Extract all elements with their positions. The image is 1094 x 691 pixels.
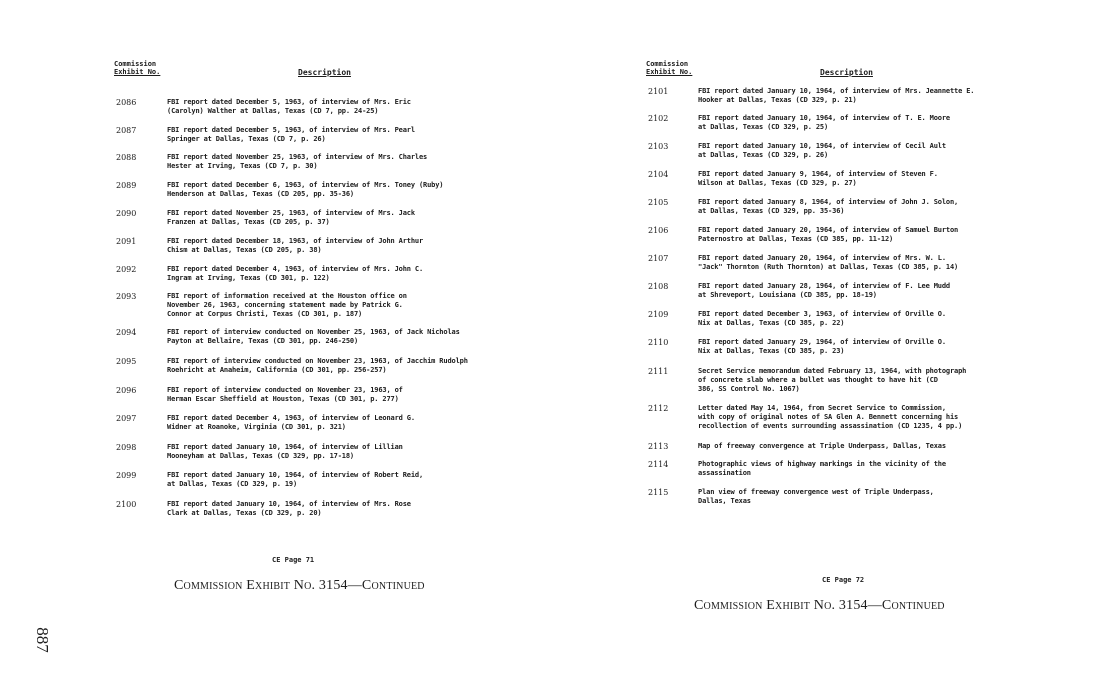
- description-line: Springer at Dallas, Texas (CD 7, p. 26): [167, 135, 326, 143]
- description-line: FBI report dated January 20, 1964, of interview of Samuel Burton: [698, 226, 959, 234]
- header-description: Description: [298, 68, 351, 77]
- description-line: Map of freeway convergence at Triple Underpass, Dallas, Texas: [698, 442, 946, 450]
- description-line: Clark at Dallas, Texas (CD 329, p. 20): [167, 509, 322, 517]
- exhibit-number: 2095: [116, 357, 137, 366]
- exhibit-description: [167, 237, 423, 255]
- description-line: Herman Escar Sheffield at Houston, Texas (CD 301, p. 277): [167, 395, 399, 403]
- description-line: Mooneyham at Dallas, Texas (CD 329, pp. 17-18): [167, 452, 354, 460]
- exhibit-description: [698, 460, 946, 478]
- exhibit-number: 2108: [648, 282, 669, 291]
- exhibit-description: [167, 386, 403, 404]
- description-line: FBI report dated January 28, 1964, of interview of F. Lee Mudd: [698, 282, 950, 290]
- description-line: FBI report dated January 9, 1964, of interview of Steven F.: [698, 170, 938, 178]
- description-line: of concrete slab where a bullet was thought to have hit (CD: [698, 376, 938, 384]
- exhibit-number: 2087: [116, 126, 137, 135]
- description-line: FBI report dated December 6, 1963, of interview of Mrs. Toney (Ruby): [167, 181, 444, 189]
- description-line: FBI report dated January 10, 1964, of interview of Lillian: [167, 443, 403, 451]
- exhibit-number: 2105: [648, 198, 669, 207]
- description-line: FBI report dated January 10, 1964, of interview of T. E. Moore: [698, 114, 950, 122]
- description-line: FBI report dated December 5, 1963, of interview of Mrs. Pearl: [167, 126, 415, 134]
- description-line: Payton at Bellaire, Texas (CD 301, pp. 246-250): [167, 337, 359, 345]
- exhibit-number: 2094: [116, 328, 137, 337]
- description-line: Wilson at Dallas, Texas (CD 329, p. 27): [698, 179, 857, 187]
- header-exhibit-no: Exhibit No.: [114, 68, 161, 76]
- description-line: Paternostro at Dallas, Texas (CD 385, pp. 11-12): [698, 235, 894, 243]
- exhibit-description: [698, 170, 938, 188]
- description-line: FBI report dated January 10, 1964, of interview of Mrs. Jeannette E.: [698, 87, 975, 95]
- exhibit-number: 2097: [116, 414, 137, 423]
- exhibit-description: [698, 282, 950, 300]
- exhibit-description: [698, 142, 946, 160]
- description-line: Connor at Corpus Christi, Texas (CD 301, p. 187): [167, 310, 363, 318]
- description-line: Franzen at Dallas, Texas (CD 205, p. 37): [167, 218, 330, 226]
- ce-page-label: CE Page 72: [822, 576, 865, 584]
- exhibit-description: [698, 226, 958, 244]
- header-exhibit-no: Exhibit No.: [646, 68, 693, 76]
- exhibit-description: [167, 126, 415, 144]
- description-line: Secret Service memorandum dated February 13, 1964, with photograph: [698, 367, 967, 375]
- exhibit-number: 2111: [648, 367, 669, 376]
- description-line: Hooker at Dallas, Texas (CD 329, p. 21): [698, 96, 857, 104]
- exhibit-number: 2088: [116, 153, 137, 162]
- header-commission: Commission: [114, 60, 157, 68]
- description-line: FBI report dated January 29, 1964, of interview of Orville O.: [698, 338, 946, 346]
- exhibit-number: 2101: [648, 87, 669, 96]
- exhibit-description: [698, 198, 958, 216]
- exhibit-description: [167, 153, 427, 171]
- description-line: Roehricht at Anaheim, California (CD 301, pp. 256-257): [167, 366, 387, 374]
- description-line: with copy of original notes of SA Glen A. Bennett concerning his: [698, 413, 959, 421]
- description-line: "Jack" Thornton (Ruth Thornton) at Dallas, Texas (CD 385, p. 14): [698, 263, 959, 271]
- description-line: FBI report dated January 20, 1964, of interview of Mrs. W. L.: [698, 254, 946, 262]
- exhibit-number: 2115: [648, 488, 669, 497]
- exhibit-description: [167, 265, 423, 283]
- description-line: at Dallas, Texas (CD 329, p. 26): [698, 151, 829, 159]
- exhibit-number: 2093: [116, 292, 137, 301]
- exhibit-number: 2098: [116, 443, 137, 452]
- description-line: Ingram at Irving, Texas (CD 301, p. 122): [167, 274, 330, 282]
- description-line: FBI report of interview conducted on November 25, 1963, of Jack Nicholas: [167, 328, 460, 336]
- exhibit-number: 2086: [116, 98, 137, 107]
- exhibit-number: 2090: [116, 209, 137, 218]
- description-line: FBI report dated December 4, 1963, of interview of Leonard G.: [167, 414, 415, 422]
- exhibit-description: [167, 471, 423, 489]
- header-commission: Commission: [646, 60, 689, 68]
- exhibit-number: 2099: [116, 471, 137, 480]
- description-line: (Carolyn) Walther at Dallas, Texas (CD 7, pp. 24-25): [167, 107, 379, 115]
- exhibit-description: [698, 404, 962, 431]
- exhibit-caption: Commission Exhibit No. 3154—Continued: [174, 578, 425, 593]
- exhibit-description: [167, 292, 407, 319]
- exhibit-number: 2110: [648, 338, 669, 347]
- exhibit-description: [698, 114, 950, 132]
- column-header: [646, 60, 1066, 80]
- description-line: FBI report dated December 5, 1963, of interview of Mrs. Eric: [167, 98, 411, 106]
- exhibit-number: 2107: [648, 254, 669, 263]
- exhibit-description: [167, 328, 460, 346]
- exhibit-number: 2096: [116, 386, 137, 395]
- description-line: Dallas, Texas: [698, 497, 751, 505]
- description-line: FBI report of interview conducted on November 23, 1963, of: [167, 386, 403, 394]
- description-line: Letter dated May 14, 1964, from Secret Service to Commission,: [698, 404, 946, 412]
- column-header: [114, 60, 514, 80]
- description-line: FBI report dated January 10, 1964, of interview of Robert Reid,: [167, 471, 424, 479]
- description-line: Henderson at Dallas, Texas (CD 205, pp. 35-36): [167, 190, 354, 198]
- description-line: Hester at Irving, Texas (CD 7, p. 30): [167, 162, 318, 170]
- exhibit-caption: Commission Exhibit No. 3154—Continued: [694, 598, 945, 613]
- exhibit-number: 2091: [116, 237, 137, 246]
- exhibit-description: [698, 87, 974, 105]
- description-line: November 26, 1963, concerning statement made by Patrick G.: [167, 301, 403, 309]
- description-line: FBI report dated January 10, 1964, of interview of Mrs. Rose: [167, 500, 411, 508]
- exhibit-description: [167, 98, 411, 116]
- exhibit-description: [167, 357, 468, 375]
- exhibit-description: [167, 443, 403, 461]
- exhibit-number: 2100: [116, 500, 137, 509]
- description-line: assassination: [698, 469, 751, 477]
- exhibit-description: [698, 442, 946, 451]
- description-line: at Dallas, Texas (CD 329, p. 25): [698, 123, 829, 131]
- description-line: FBI report of interview conducted on November 23, 1963, of Jacchim Rudolph: [167, 357, 468, 365]
- description-line: at Dallas, Texas (CD 329, pp. 35-36): [698, 207, 845, 215]
- description-line: FBI report dated January 10, 1964, of interview of Cecil Ault: [698, 142, 946, 150]
- description-line: Plan view of freeway convergence west of Triple Underpass,: [698, 488, 934, 496]
- exhibit-description: [167, 500, 411, 518]
- page-number: 887: [33, 627, 52, 653]
- exhibit-description: [698, 310, 946, 328]
- description-line: FBI report dated December 18, 1963, of interview of John Arthur: [167, 237, 424, 245]
- description-line: FBI report dated December 4, 1963, of interview of Mrs. John C.: [167, 265, 424, 273]
- exhibit-description: [167, 414, 415, 432]
- description-line: Photographic views of highway markings in the vicinity of the: [698, 460, 946, 468]
- header-description: Description: [820, 68, 873, 77]
- description-line: FBI report dated November 25, 1963, of interview of Mrs. Charles: [167, 153, 428, 161]
- description-line: recollection of events surrounding assassination (CD 1235, 4 pp.): [698, 422, 963, 430]
- exhibit-number: 2104: [648, 170, 669, 179]
- exhibit-number: 2092: [116, 265, 137, 274]
- exhibit-description: [698, 254, 958, 272]
- description-line: Widner at Roanoke, Virginia (CD 301, p. 321): [167, 423, 346, 431]
- exhibit-number: 2089: [116, 181, 137, 190]
- description-line: Nix at Dallas, Texas (CD 385, p. 23): [698, 347, 845, 355]
- description-line: FBI report dated December 3, 1963, of interview of Orville O.: [698, 310, 946, 318]
- exhibit-description: [167, 181, 443, 199]
- description-line: at Dallas, Texas (CD 329, p. 19): [167, 480, 298, 488]
- description-line: Nix at Dallas, Texas (CD 385, p. 22): [698, 319, 845, 327]
- ce-page-label: CE Page 71: [272, 556, 315, 564]
- exhibit-description: [698, 338, 946, 356]
- description-line: Chism at Dallas, Texas (CD 205, p. 38): [167, 246, 322, 254]
- description-line: 386, SS Control No. 1067): [698, 385, 800, 393]
- exhibit-description: [167, 209, 415, 227]
- description-line: at Shreveport, Louisiana (CD 385, pp. 18-19): [698, 291, 877, 299]
- exhibit-description: [698, 488, 934, 506]
- description-line: FBI report of information received at the Houston office on: [167, 292, 407, 300]
- exhibit-description: [698, 367, 966, 394]
- exhibit-number: 2103: [648, 142, 669, 151]
- exhibit-number: 2112: [648, 404, 669, 413]
- exhibit-number: 2106: [648, 226, 669, 235]
- exhibit-number: 2114: [648, 460, 669, 469]
- description-line: FBI report dated January 8, 1964, of interview of John J. Solon,: [698, 198, 959, 206]
- exhibit-number: 2113: [648, 442, 669, 451]
- description-line: FBI report dated November 25, 1963, of interview of Mrs. Jack: [167, 209, 415, 217]
- exhibit-number: 2109: [648, 310, 669, 319]
- exhibit-number: 2102: [648, 114, 669, 123]
